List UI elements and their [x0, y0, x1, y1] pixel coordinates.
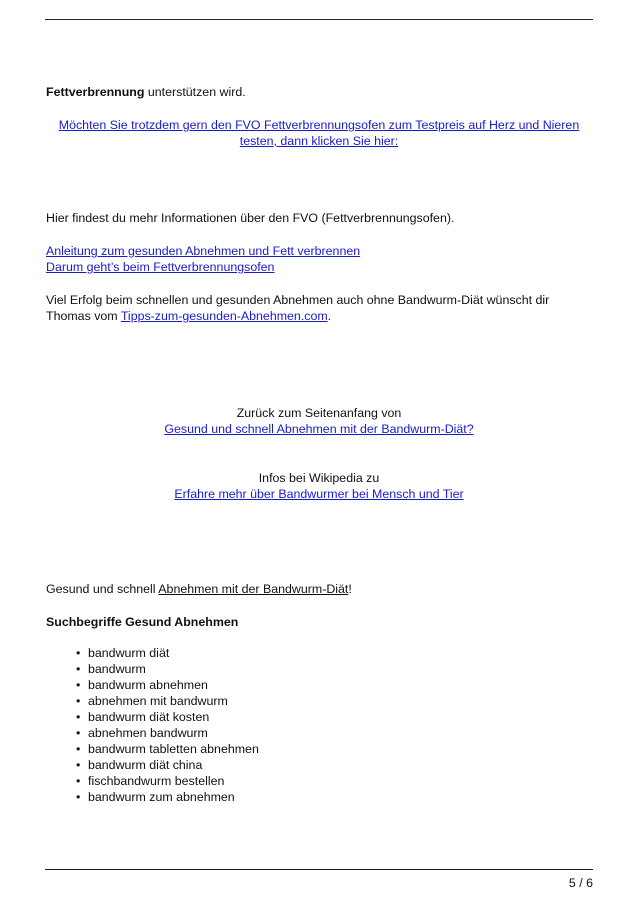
footer-link[interactable]: Abnehmen mit der Bandwurm-Diät: [158, 582, 349, 596]
promo-link-2[interactable]: testen, dann klicken Sie hier:: [239, 134, 399, 148]
list-item: • bandwurm diät kosten: [76, 709, 259, 725]
list-item: • bandwurm zum abnehmen: [76, 789, 259, 805]
list-item: • bandwurm: [76, 661, 259, 677]
closing-prefix: Thomas vom: [46, 309, 121, 323]
list-item: • bandwurm tabletten abnehmen: [76, 741, 259, 757]
search-heading-text: Suchbegriffe Gesund Abnehmen: [46, 615, 239, 629]
list-item: • bandwurm diät: [76, 645, 259, 661]
wiki-link[interactable]: Erfahre mehr über Bandwurmer bei Mensch und Tier: [174, 487, 464, 501]
promo-link-line-1[interactable]: [45, 117, 593, 133]
info-line: Hier findest du mehr Informationen über den FVO (Fettverbrennungsofen).: [46, 211, 455, 225]
tipps-link[interactable]: Tipps-zum-gesunden-Abnehmen.com: [120, 309, 328, 323]
darum-line[interactable]: [46, 259, 274, 275]
list-item: • fischbandwurm bestellen: [76, 773, 259, 789]
closing-line-1: Viel Erfolg beim schnellen und gesunden Abnehmen auch ohne Bandwurm-Diät wünscht dir: [46, 293, 550, 307]
back-link[interactable]: Gesund und schnell Abnehmen mit der Bandwurm-Diät?: [164, 422, 474, 436]
wiki-link-line[interactable]: [45, 486, 593, 502]
intro-line: [46, 84, 246, 100]
list-item: • bandwurm abnehmen: [76, 677, 259, 693]
footer-suffix: !: [348, 582, 352, 596]
closing-line-2: [46, 308, 331, 324]
back-link-line[interactable]: [45, 421, 593, 437]
list-item: • abnehmen bandwurm: [76, 725, 259, 741]
promo-link-line-2[interactable]: [45, 133, 593, 149]
intro-rest: unterstützen wird.: [144, 85, 246, 99]
back-label: Zurück zum Seitenanfang von: [236, 406, 402, 420]
list-item: • abnehmen mit bandwurm: [76, 693, 259, 709]
anleitung-link[interactable]: Anleitung zum gesunden Abnehmen und Fett verbrennen: [46, 244, 361, 258]
intro-bold: Fettverbrennung: [46, 85, 145, 99]
closing-suffix: .: [327, 309, 332, 323]
darum-link[interactable]: Darum geht’s beim Fettverbrennungsofen: [46, 260, 275, 274]
page-number: 5 / 6: [568, 876, 593, 890]
search-terms-list: [76, 645, 259, 805]
list-item: • bandwurm diät china: [76, 757, 259, 773]
search-heading: [46, 614, 238, 630]
promo-link-1[interactable]: Möchten Sie trotzdem gern den FVO Fettverbrennungsofen zum Testpreis auf Herz und Nieren: [58, 118, 580, 132]
footer-prefix: Gesund und schnell: [46, 582, 159, 596]
footer-rule: [45, 869, 593, 870]
wiki-label: Infos bei Wikipedia zu: [258, 471, 380, 485]
footer-line: [46, 581, 352, 597]
header-rule: [45, 19, 593, 20]
anleitung-line[interactable]: [46, 243, 360, 259]
